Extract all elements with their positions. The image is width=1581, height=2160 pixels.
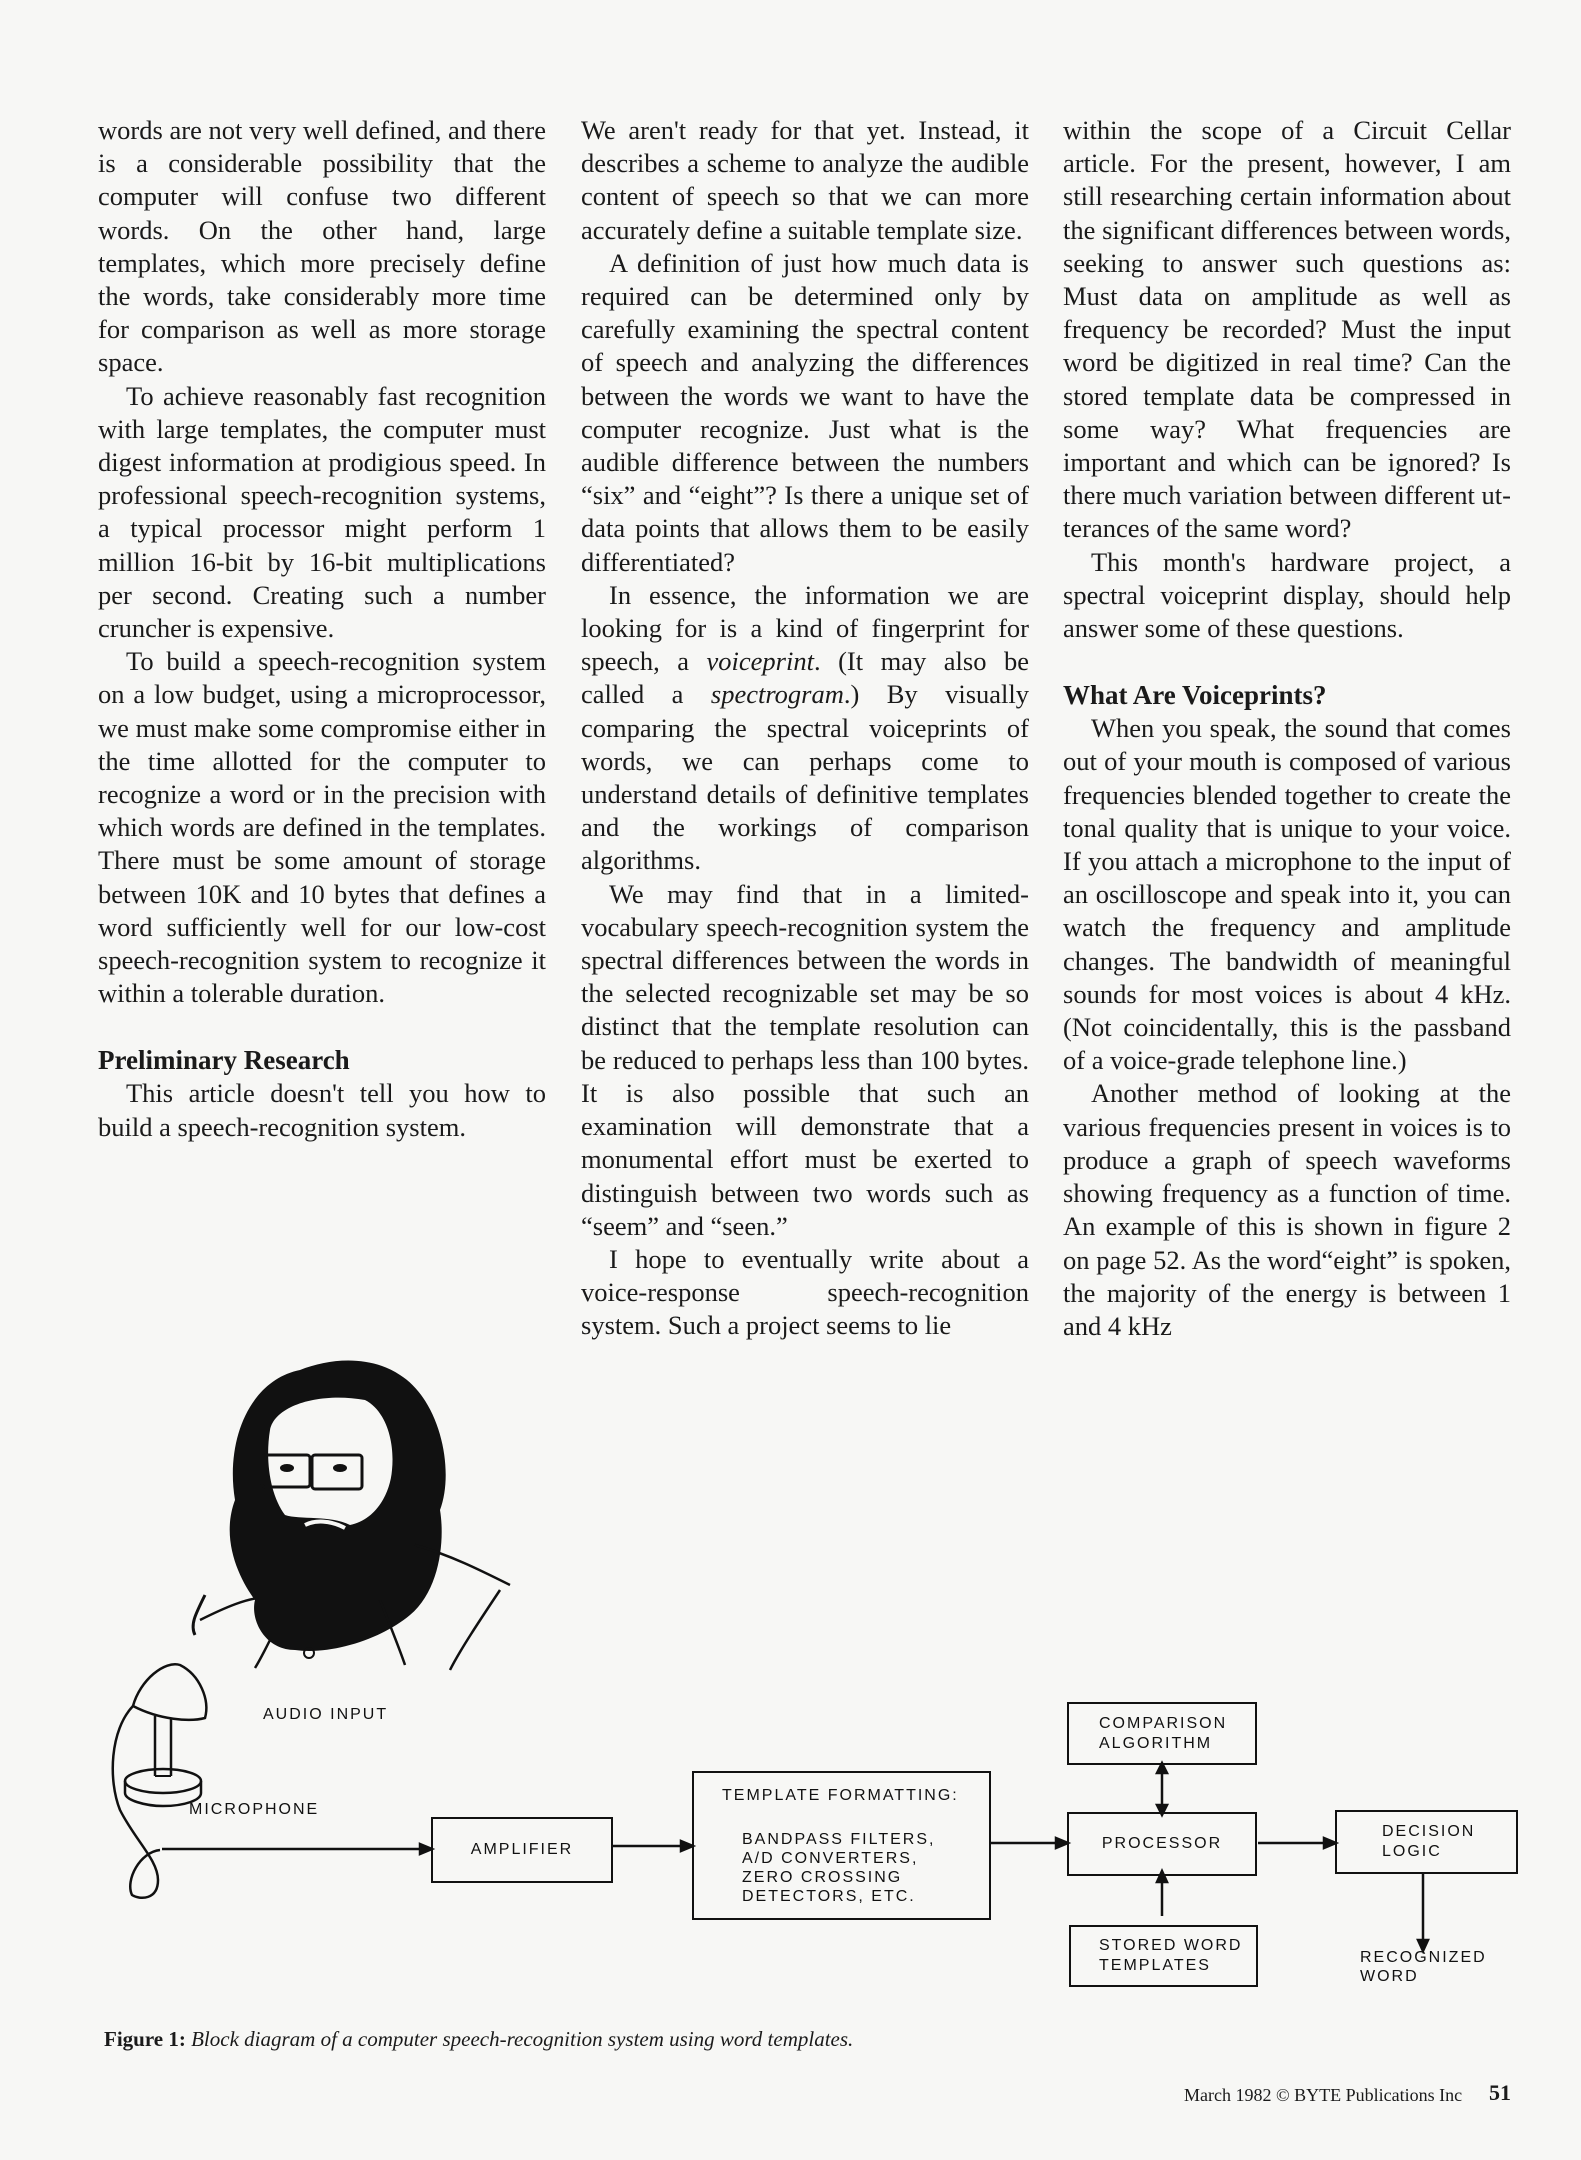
footer-credit: March 1982 © BYTE Publications Inc bbox=[1184, 2085, 1463, 2105]
page-number: 51 bbox=[1489, 2080, 1511, 2105]
paragraph: We may find that in a limited-vocabulary speech-recognition system the spectral differences between the words in the selected recognizable set may be so distinct that the template resolution can be reduced to perhaps less than 100 bytes. It is also possible that such an examination will demonstrate that a monumental effort must be exerted to distinguish between two words such as “seem” and “seen.” bbox=[581, 878, 1029, 1241]
caption-label: Figure 1: bbox=[104, 2027, 186, 2051]
paragraph: To build a speech-recognition system on a low budget, using a microprocessor, we must make some compromise either in the time allotted for the computer to recognize a word or in the precision with which words are defined in the templates. There must be some amount of storage between 10K and 10 bytes that defines a word sufficiently well for our low-cost speech-recognition system to recognize it within a tolerable duration. bbox=[98, 646, 546, 1009]
paragraph: To achieve reasonably fast recognition with large templates, the computer must digest information at prodigious speed. In professional speech-recognition systems, a typical processor might perform 1 million 16-bit by 16-bit multiplications per second. Creating such a number cruncher is expensive. bbox=[98, 380, 546, 644]
amplifier-block: AMPLIFIER bbox=[431, 1817, 613, 1883]
paragraph: I hope to eventually write about a voice-response speech-recognition system. Such a project seems to lie bbox=[581, 1243, 1029, 1341]
paragraph: A definition of just how much data is required can be determined only by carefully examining the spectral content of speech and analyzing the differences between the words we want to have the computer recognize. Just what is the audible difference between the numbers “six” and “eight”? Is there a unique set of data points that allows them to be easily differentiated? bbox=[581, 247, 1029, 577]
section-heading-preliminary-research: Preliminary Research bbox=[98, 1045, 350, 1076]
figure-caption bbox=[104, 2027, 853, 2052]
template-formatting-list: BANDPASS FILTERS, A/D CONVERTERS, ZERO CROSSING DETECTORS, ETC. bbox=[742, 1831, 936, 1905]
comparison-algorithm-block: COMPARISON ALGORITHM bbox=[1067, 1702, 1257, 1765]
section-heading-what-are-voiceprints: What Are Voiceprints? bbox=[1063, 680, 1327, 711]
processor-block: PROCESSOR bbox=[1067, 1812, 1257, 1876]
paragraph: within the scope of a Circuit Cellar article. For the present, however, I am still researching certain information about the significant differences between words, seeking to answer such questions as: Must data on amplitude as well as frequency be recorded? Must the input word be digitized in real time? Can the stored template data be compressed in some way? What frequencies are important and which can be ignored? Is there much variation between different utterances of the same word? bbox=[1063, 115, 1511, 544]
term-voiceprint: voiceprint bbox=[706, 646, 814, 677]
caption-text: Block diagram of a computer speech-recognition system using word templates. bbox=[191, 2027, 854, 2051]
stored-word-templates-block: STORED WORD TEMPLATES bbox=[1069, 1925, 1258, 1987]
microphone-label: MICROPHONE bbox=[189, 1801, 320, 1818]
template-formatting-title: TEMPLATE FORMATTING: bbox=[722, 1787, 959, 1804]
term-spectrogram: spectrogram bbox=[710, 679, 844, 710]
audio-input-label: AUDIO INPUT bbox=[263, 1706, 389, 1723]
microphone-icon bbox=[113, 1664, 207, 1898]
decision-logic-block: DECISION LOGIC bbox=[1335, 1810, 1518, 1874]
paragraph: This month's hardware project, a spectral voiceprint display, should help answer some of these questions. bbox=[1063, 546, 1511, 644]
paragraph: This article doesn't tell you how to build a speech-recognition system. bbox=[98, 1078, 546, 1142]
recognized-word-label: RECOGNIZED WORD bbox=[1360, 1949, 1487, 1985]
paragraph: Another method of looking at the various frequencies present in voices is to produce a graph of speech waveforms showing frequency as a function of time. An example of this is shown in figure 2 on page 52. As the word“eight” is spoken, the majority of the energy is between 1 and 4 kHz bbox=[1063, 1078, 1511, 1341]
paragraph: When you speak, the sound that comes out of your mouth is composed of various frequencies blended together to create the tonal quality that is unique to your voice. If you attach a microphone to the input of an oscilloscope and speak into it, you can watch the frequency and amplitude changes. The bandwidth of meaningful sounds for most voices is about 4 kHz. (Not coincidentally, this is the passband of a voice-grade telephone line.) bbox=[1063, 713, 1511, 1076]
paragraph: words are not very well defined, and there is a considerable possibility that the computer will confuse two different words. On the other hand, large templates, which more precisely define the words, take considerably more time for comparison as well as more storage space. bbox=[98, 115, 546, 378]
author-portrait-illustration bbox=[193, 1360, 510, 1670]
template-formatting-block bbox=[692, 1771, 991, 1920]
paragraph: We aren't ready for that yet. Instead, it describes a scheme to analyze the audible content of speech so that we can more accurately define a suitable template size. bbox=[581, 115, 1029, 245]
paragraph: In essence, the information we are looking for is a kind of fingerprint for speech, a voiceprint. (It may also be called a spectrogram.) By visually comparing the spectral voiceprints of words, we can perhaps come to understand details of definitive templates and the workings of comparison algorithms. bbox=[581, 579, 1029, 876]
